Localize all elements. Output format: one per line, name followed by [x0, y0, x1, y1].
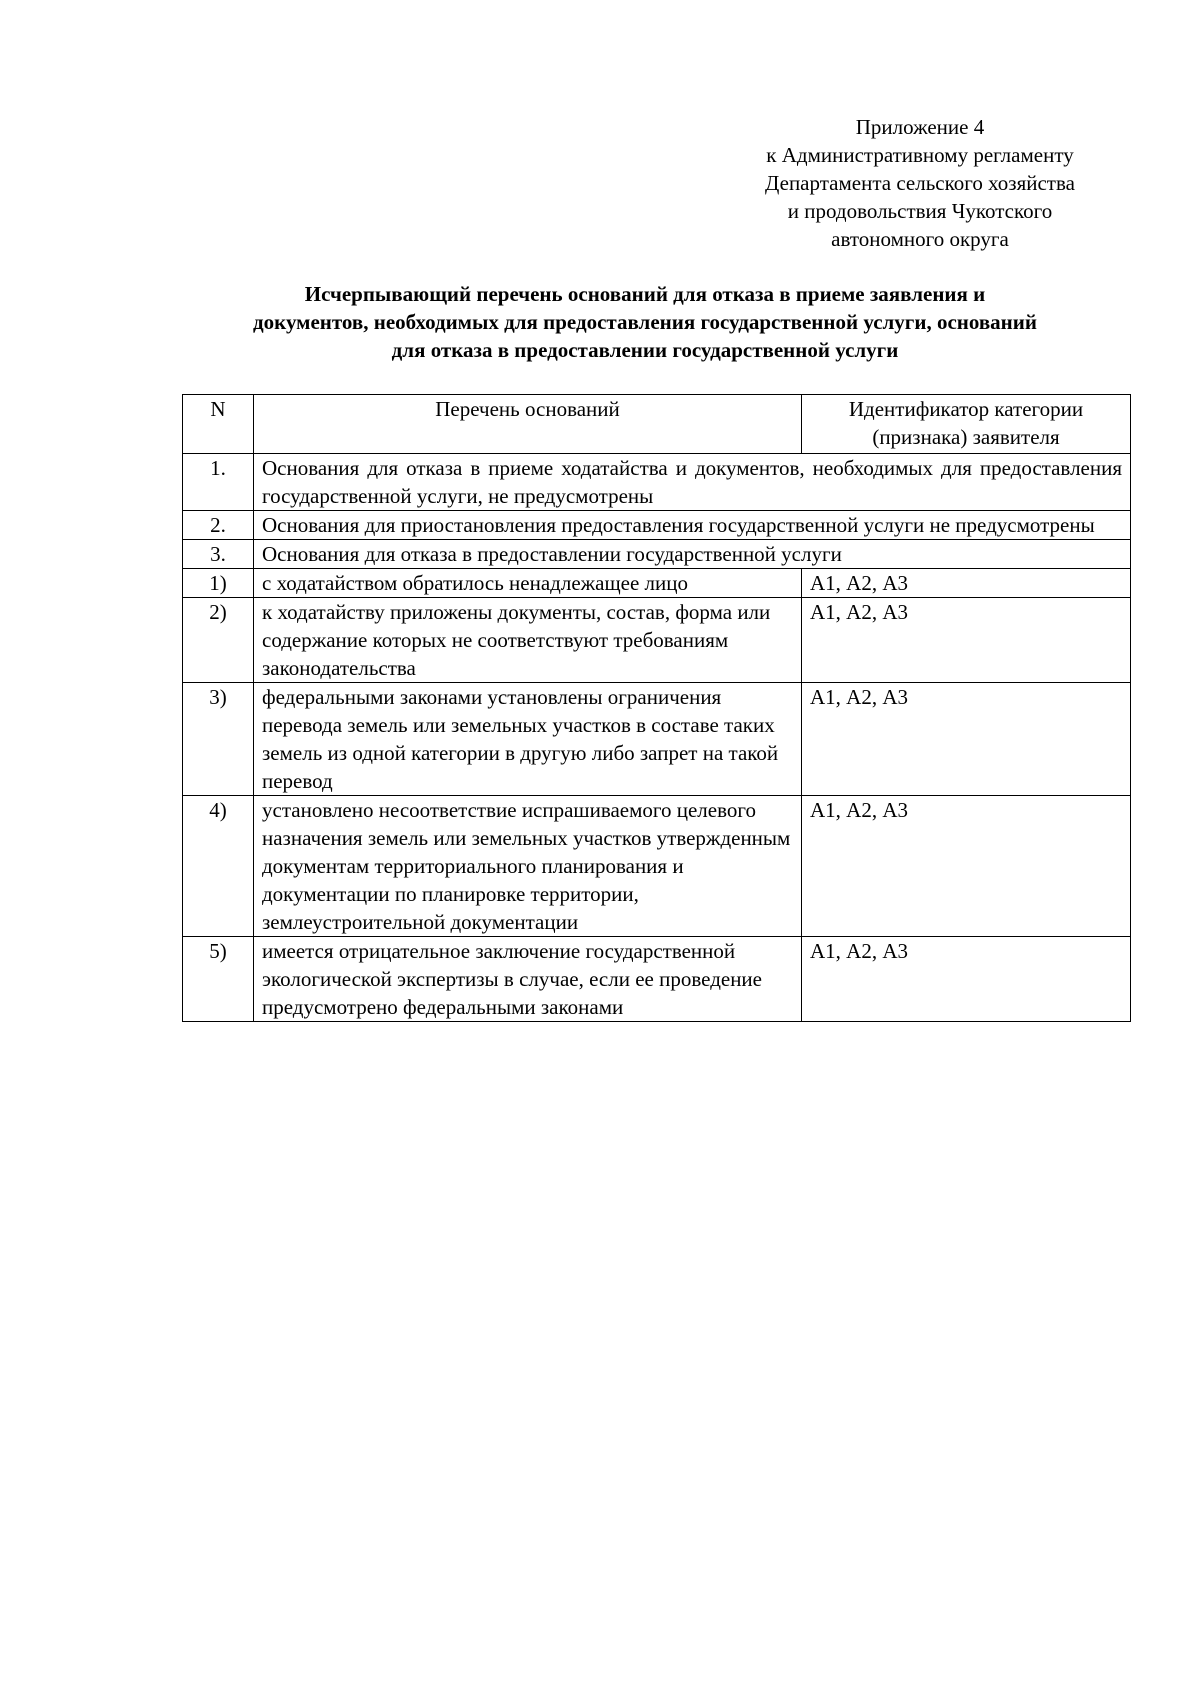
table-row [183, 598, 1131, 683]
appendix-line: Департамента сельского хозяйства [765, 171, 1075, 195]
row-text: федеральными законами установлены ограничения перевода земель или земельных участков в составе таких земель из одной категории в другую либо запрет на такой перевод [254, 683, 802, 796]
header-grounds: Перечень оснований [254, 395, 802, 454]
appendix-header [740, 113, 1100, 253]
row-number: 2. [183, 511, 254, 540]
table-row [183, 569, 1131, 598]
row-identifier: А1, А2, А3 [802, 683, 1131, 796]
row-identifier: А1, А2, А3 [802, 569, 1131, 598]
row-identifier: А1, А2, А3 [802, 598, 1131, 683]
row-number: 1) [183, 569, 254, 598]
row-text: установлено несоответствие испрашиваемого целевого назначения земель или земельных участков утвержденным документам территориального планирования и документации по планировке территории, землеустроительной документации [254, 796, 802, 937]
row-number: 4) [183, 796, 254, 937]
row-text: Основания для отказа в приеме ходатайства и документов, необходимых для предоставления государственной услуги, не предусмотрены [254, 454, 1131, 511]
grounds-table [182, 394, 1131, 1022]
row-text: с ходатайством обратилось ненадлежащее лицо [254, 569, 802, 598]
table-row [183, 937, 1131, 1022]
appendix-line: автономного округа [831, 227, 1009, 251]
appendix-line: Приложение 4 [855, 115, 985, 139]
row-number: 3. [183, 540, 254, 569]
appendix-line: к Административному регламенту [766, 143, 1074, 167]
table-row [183, 540, 1131, 569]
title-line: документов, необходимых для предоставления государственной услуги, оснований [253, 310, 1037, 334]
row-number: 2) [183, 598, 254, 683]
table-row [183, 511, 1131, 540]
table-row [183, 683, 1131, 796]
row-text: Основания для приостановления предоставления государственной услуги не предусмотрены [254, 511, 1131, 540]
row-identifier: А1, А2, А3 [802, 796, 1131, 937]
row-identifier: А1, А2, А3 [802, 937, 1131, 1022]
table-row [183, 454, 1131, 511]
title-line: Исчерпывающий перечень оснований для отказа в приеме заявления и [304, 282, 986, 306]
row-number: 1. [183, 454, 254, 511]
row-text: Основания для отказа в предоставлении государственной услуги [254, 540, 1131, 569]
table-row [183, 796, 1131, 937]
header-applicant-identifier: Идентификатор категории (признака) заявителя [802, 395, 1131, 454]
table-header-row [183, 395, 1131, 454]
header-number: N [183, 395, 254, 454]
row-text: к ходатайству приложены документы, состав, форма или содержание которых не соответствуют требованиям законодательства [254, 598, 802, 683]
row-number: 5) [183, 937, 254, 1022]
document-title [180, 280, 1110, 364]
row-number: 3) [183, 683, 254, 796]
row-text: имеется отрицательное заключение государственной экологической экспертизы в случае, если ее проведение предусмотрено федеральными законами [254, 937, 802, 1022]
title-line: для отказа в предоставлении государственной услуги [391, 338, 899, 362]
appendix-line: и продовольствия Чукотского [787, 199, 1053, 223]
